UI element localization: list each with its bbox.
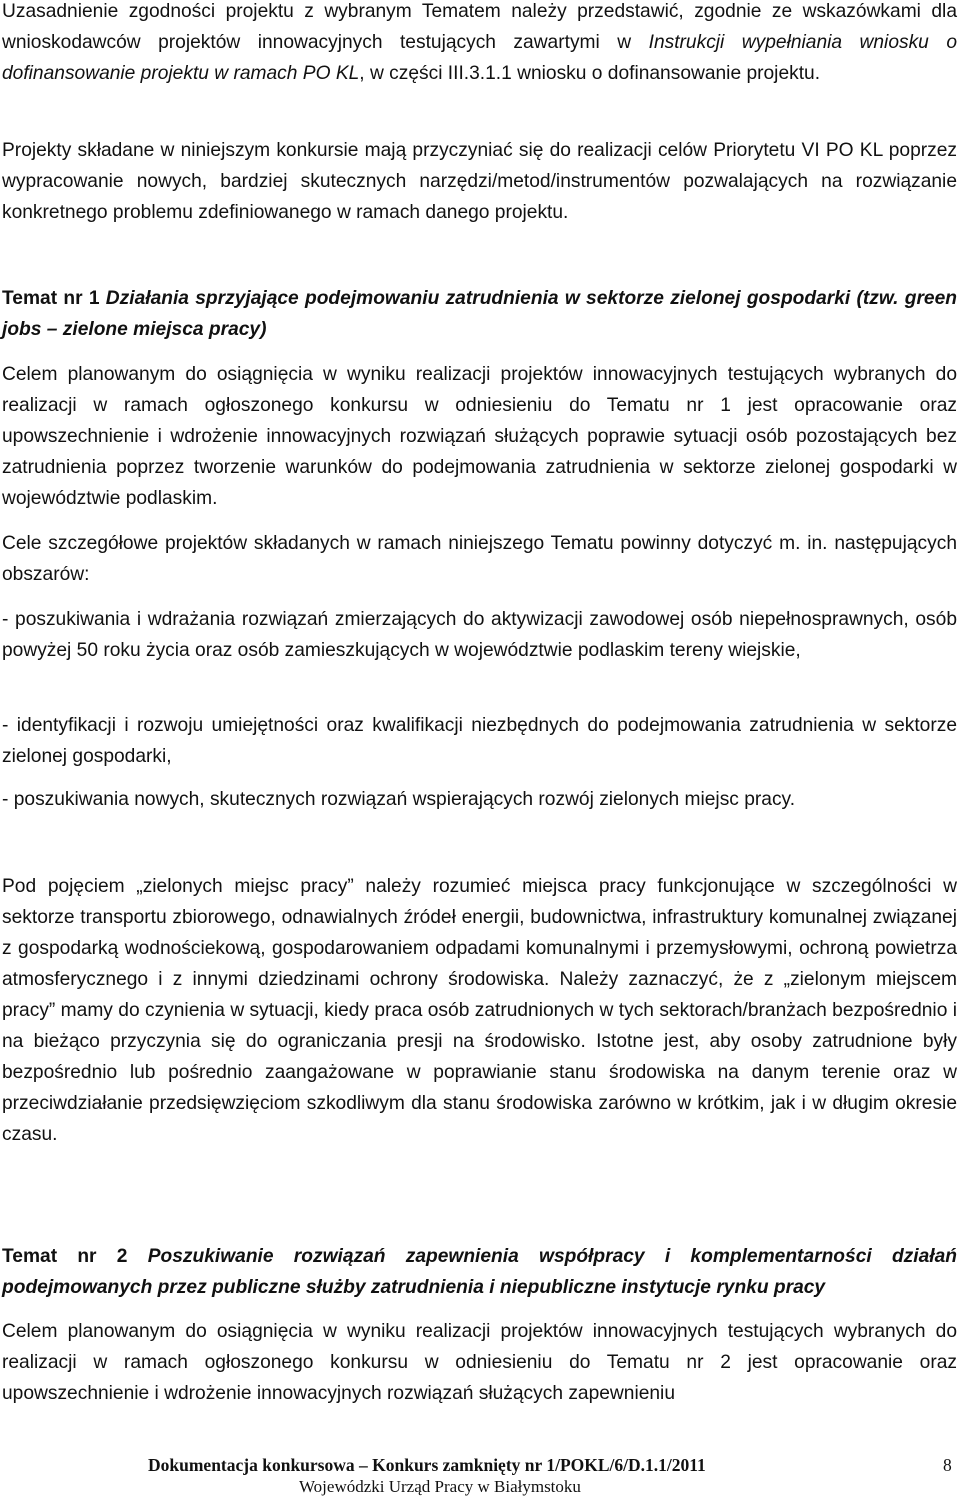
intro-text-start: Uzasadnienie zgodności projektu z wybranym Tematem należy przedstawić, zgodnie ze wskazówkami dla wnioskodawców projektów innowacyjnych testujących zawartymi w bbox=[2, 1, 957, 53]
intro-text-end: , w części III.3.1.1 wniosku o dofinansowanie projektu. bbox=[359, 63, 821, 84]
topic-2-title: Poszukiwanie rozwiązań zapewnienia współpracy i komplementarności działań podejmowanych przez publiczne służby zatrudnienia i niepubliczne instytucje rynku pracy bbox=[2, 1246, 957, 1298]
topic-1-area-item: - poszukiwania i wdrażania rozwiązań zmierzających do aktywizacji zawodowej osób niepełnosprawnych, osób powyżej 50 roku życia oraz osób zamieszkujących w województwie podlaskim tereny wiejskie, bbox=[2, 609, 957, 661]
instruction-title: Instrukcji wypełniania wniosku o dofinansowanie projektu w ramach PO KL bbox=[2, 32, 957, 84]
topic-2-heading bbox=[2, 1241, 957, 1303]
topic-1-heading bbox=[2, 283, 957, 345]
intro-paragraph bbox=[2, 0, 957, 89]
topic-1-areas-intro: Cele szczegółowe projektów składanych w ramach niniejszego Tematu powinny dotyczyć m. in. następujących obszarów: bbox=[2, 533, 957, 585]
green-jobs-definition: Pod pojęciem „zielonych miejsc pracy” należy rozumieć miejsca pracy funkcjonujące w szczególności w sektorze transportu zbiorowego, odnawialnych źródeł energii, budownictwa, infrastruktury komunalnej związanej z gospodarką wodnościekową, gospodarowaniem odpadami komunalnymi i przemysłowymi, ochroną powietrza atmosferycznego i z innymi dziedzinami ochrony środowiska. Należy zaznaczyć, że z „zielonym miejscem pracy” mamy do czynienia w sytuacji, kiedy praca osób zatrudnionych w tych sektorach/branżach bezpośrednio i na bieżąco przyczynia się do ograniczania presji na środowisko. Istotne jest, aby osoby zatrudnione były bezpośrednio lub pośrednio zaangażowane w poprawianie stanu środowiska na danym terenie oraz w przeciwdziałanie przedsięwzięciom szkodliwym dla stanu środowiska zarówno w krótkim, jak i w długim okresie czasu. bbox=[2, 876, 957, 1145]
projects-paragraph: Projekty składane w niniejszym konkursie mają przyczyniać się do realizacji celów Priorytetu VI PO KL poprzez wypracowanie nowych, bardziej skutecznych narzędzi/metod/instrumentów pozwalających na rozwiązanie konkretnego problemu zdefiniowanego w ramach danego projektu. bbox=[2, 140, 957, 223]
footer-institution: Wojewódzki Urząd Pracy w Białymstoku bbox=[299, 1477, 581, 1496]
topic-1-area-item: - poszukiwania nowych, skutecznych rozwiązań wspierających rozwój zielonych miejsc pracy. bbox=[2, 789, 796, 810]
topic-1-prefix: Temat nr 1 bbox=[2, 288, 106, 309]
topic-1-title: Działania sprzyjające podejmowaniu zatrudnienia w sektorze zielonej gospodarki (tzw. green jobs – zielone miejsca pracy) bbox=[2, 288, 957, 340]
topic-2-prefix: Temat nr 2 bbox=[2, 1246, 148, 1267]
topic-1-goal: Celem planowanym do osiągnięcia w wyniku realizacji projektów innowacyjnych testujących wybranych do realizacji w ramach ogłoszonego konkursu w odniesieniu do Tematu nr 1 jest opracowanie oraz upowszechnienie i wdrożenie innowacyjnych rozwiązań służących poprawie sytuacji osób pozostających bez zatrudnienia poprzez tworzenie warunków do podejmowania zatrudnienia w sektorze zielonej gospodarki w województwie podlaskim. bbox=[2, 364, 957, 509]
topic-1-area-item: - identyfikacji i rozwoju umiejętności oraz kwalifikacji niezbędnych do podejmowania zatrudnienia w sektorze zielonej gospodarki, bbox=[2, 715, 957, 767]
topic-2-goal: Celem planowanym do osiągnięcia w wyniku realizacji projektów innowacyjnych testujących wybranych do realizacji w ramach ogłoszonego konkursu w odniesieniu do Tematu nr 2 jest opracowanie oraz upowszechnienie i wdrożenie innowacyjnych rozwiązań służących zapewnieniu bbox=[2, 1321, 957, 1404]
page-number: 8 bbox=[943, 1455, 952, 1475]
footer-document-title: Dokumentacja konkursowa – Konkurs zamknięty nr 1/POKL/6/D.1.1/2011 bbox=[148, 1455, 706, 1475]
